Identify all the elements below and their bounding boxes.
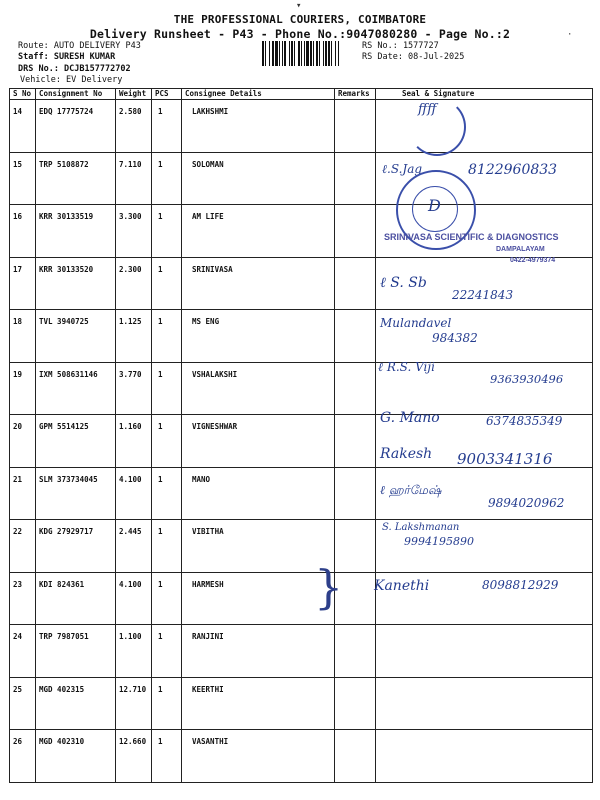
- cell-consignment: KDG 27929717: [36, 520, 116, 573]
- cell-weight: 2.445: [116, 520, 152, 573]
- table-row: [10, 362, 593, 415]
- cell-consignee: LAKHSHMI: [182, 100, 335, 153]
- cell-remarks: [335, 310, 376, 363]
- signature-r20: ℓ R.S. Viji: [378, 360, 435, 374]
- cell-weight: 4.100: [116, 467, 152, 520]
- cell-pcs: 1: [152, 677, 182, 730]
- cell-consignment: KRR 30133519: [36, 205, 116, 258]
- table-row: [10, 677, 593, 730]
- cell-pcs: 1: [152, 520, 182, 573]
- table-row: [10, 310, 593, 363]
- cell-consignment: KRR 30133520: [36, 257, 116, 310]
- cell-consignment: EDQ 17775724: [36, 100, 116, 153]
- cell-consignee: KEERTHI: [182, 677, 335, 730]
- cell-pcs: 1: [152, 205, 182, 258]
- cell-consignee: SRINIVASA: [182, 257, 335, 310]
- number-r21: 6374835349: [486, 414, 563, 428]
- cell-consignee: VSHALAKSHI: [182, 362, 335, 415]
- number-r26: 8098812929: [482, 578, 559, 592]
- table-header-row: [10, 89, 593, 100]
- number-r18: 22241843: [452, 288, 514, 302]
- signature-r15: ℓ.S.Jag: [382, 162, 423, 176]
- table-row: [10, 625, 593, 678]
- cell-remarks: [335, 730, 376, 783]
- col-header-sno: S No: [10, 89, 36, 100]
- runsheet-table: [9, 88, 593, 783]
- runsheet-title: Delivery Runsheet - P43 - Phone No.:9047080280 - Page No.:2: [89, 27, 511, 41]
- signature-r26: Kanethi: [374, 578, 430, 594]
- cell-consignee: VIGNESHWAR: [182, 415, 335, 468]
- scan-dot-icon: ·: [567, 30, 573, 40]
- cell-consignment: TRP 5108872: [36, 152, 116, 205]
- col-header-consignment: Consignment No: [36, 89, 116, 100]
- cell-pcs: 1: [152, 257, 182, 310]
- col-header-consignee: Consignee Details: [182, 89, 335, 100]
- cell-pcs: 1: [152, 572, 182, 625]
- cell-sno: 15: [10, 152, 36, 205]
- cell-weight: 4.100: [116, 572, 152, 625]
- cell-weight: 12.710: [116, 677, 152, 730]
- cell-weight: 1.160: [116, 415, 152, 468]
- srinivasa-stamp-line3: 0422-4979374: [510, 257, 556, 264]
- table-row: [10, 152, 593, 205]
- rs-date: RS Date: 08-Jul-2025: [362, 52, 465, 62]
- name-r19: Mulandavel: [380, 316, 452, 330]
- signature-r16: D: [428, 196, 441, 215]
- cell-weight: 3.770: [116, 362, 152, 415]
- cell-pcs: 1: [152, 625, 182, 678]
- name-r21: G. Mano: [380, 410, 440, 426]
- route-label: Route: AUTO DELIVERY P43: [18, 41, 141, 51]
- cell-pcs: 1: [152, 362, 182, 415]
- srinivasa-stamp-line2: DAMPALAYAM: [496, 246, 545, 253]
- cell-remarks: [335, 257, 376, 310]
- cell-consignee: AM LIFE: [182, 205, 335, 258]
- vehicle-label: Vehicle: EV Delivery: [20, 75, 123, 85]
- number-r20: 9363930496: [490, 372, 564, 386]
- cell-weight: 12.660: [116, 730, 152, 783]
- drs-number: DRS No.: DCJB157772702: [18, 64, 131, 74]
- cell-remarks: [335, 677, 376, 730]
- number-r24: 9994195890: [404, 535, 474, 548]
- cell-weight: 7.110: [116, 152, 152, 205]
- cell-consignee: VASANTHI: [182, 730, 335, 783]
- cell-remarks: [335, 362, 376, 415]
- table-row: [10, 730, 593, 783]
- cell-weight: 2.300: [116, 257, 152, 310]
- cell-sno: 21: [10, 467, 36, 520]
- cell-consignment: IXM 508631146: [36, 362, 116, 415]
- cell-consignment: KDI 824361: [36, 572, 116, 625]
- table-row: [10, 100, 593, 153]
- bracket-mark: }: [314, 560, 344, 614]
- cell-sno: 19: [10, 362, 36, 415]
- cell-consignee: MS ENG: [182, 310, 335, 363]
- col-header-signature: Seal & Signature: [376, 89, 593, 100]
- table-row: [10, 520, 593, 573]
- cell-signature: [376, 677, 593, 730]
- col-header-remarks: Remarks: [335, 89, 376, 100]
- cell-sno: 25: [10, 677, 36, 730]
- cell-signature: [376, 730, 593, 783]
- rs-number: RS No.: 1577727: [362, 41, 439, 51]
- number-r23: 9894020962: [488, 496, 565, 510]
- number-r22: 9003341316: [457, 450, 553, 468]
- cell-consignment: TVL 3940725: [36, 310, 116, 363]
- cell-sno: 24: [10, 625, 36, 678]
- cell-consignee: MANO: [182, 467, 335, 520]
- cell-consignment: MGD 402310: [36, 730, 116, 783]
- cell-pcs: 1: [152, 100, 182, 153]
- cell-consignment: TRP 7987051: [36, 625, 116, 678]
- cell-sno: 26: [10, 730, 36, 783]
- cell-pcs: 1: [152, 310, 182, 363]
- cell-sno: 20: [10, 415, 36, 468]
- col-header-weight: Weight: [116, 89, 152, 100]
- name-r22: Rakesh: [380, 446, 433, 462]
- cell-weight: 3.300: [116, 205, 152, 258]
- barcode-image: [262, 41, 357, 66]
- cell-pcs: 1: [152, 730, 182, 783]
- cell-pcs: 1: [152, 152, 182, 205]
- cell-consignment: SLM 373734045: [36, 467, 116, 520]
- col-header-pcs: PCS: [152, 89, 182, 100]
- staff-label: Staff: SURESH KUMAR: [18, 52, 116, 62]
- cell-sno: 16: [10, 205, 36, 258]
- phone-r15: 8122960833: [468, 162, 558, 178]
- cell-pcs: 1: [152, 415, 182, 468]
- company-title: THE PROFESSIONAL COURIERS, COIMBATORE: [173, 13, 427, 26]
- cell-consignee: VIBITHA: [182, 520, 335, 573]
- srinivasa-stamp-line1: SRINIVASA SCIENTIFIC & DIAGNOSTICS: [384, 232, 559, 242]
- cell-consignee: HARMESH: [182, 572, 335, 625]
- cell-remarks: [335, 415, 376, 468]
- cell-remarks: [335, 205, 376, 258]
- cell-remarks: [335, 152, 376, 205]
- cell-remarks: [335, 467, 376, 520]
- cell-remarks: [335, 625, 376, 678]
- cell-sno: 23: [10, 572, 36, 625]
- cell-pcs: 1: [152, 467, 182, 520]
- signature-r14: ffff: [418, 102, 437, 117]
- seal-stamp-r14: [408, 98, 466, 156]
- signature-r18: ℓ S. Sb: [380, 275, 427, 291]
- cell-weight: 1.100: [116, 625, 152, 678]
- cell-consignee: SOLOMAN: [182, 152, 335, 205]
- cell-consignment: MGD 402315: [36, 677, 116, 730]
- cell-signature: [376, 625, 593, 678]
- cell-sno: 22: [10, 520, 36, 573]
- signature-r23: ℓ ஹர்மேஷ்: [380, 483, 442, 497]
- table-row: [10, 467, 593, 520]
- cell-weight: 1.125: [116, 310, 152, 363]
- scan-mark-icon: ▾: [296, 1, 302, 11]
- cell-consignment: GPM 5514125: [36, 415, 116, 468]
- number-r19: 984382: [432, 331, 478, 345]
- cell-sno: 17: [10, 257, 36, 310]
- cell-sno: 14: [10, 100, 36, 153]
- cell-remarks: [335, 100, 376, 153]
- cell-weight: 2.580: [116, 100, 152, 153]
- cell-sno: 18: [10, 310, 36, 363]
- name-r24: S. Lakshmanan: [382, 522, 460, 533]
- cell-consignee: RANJINI: [182, 625, 335, 678]
